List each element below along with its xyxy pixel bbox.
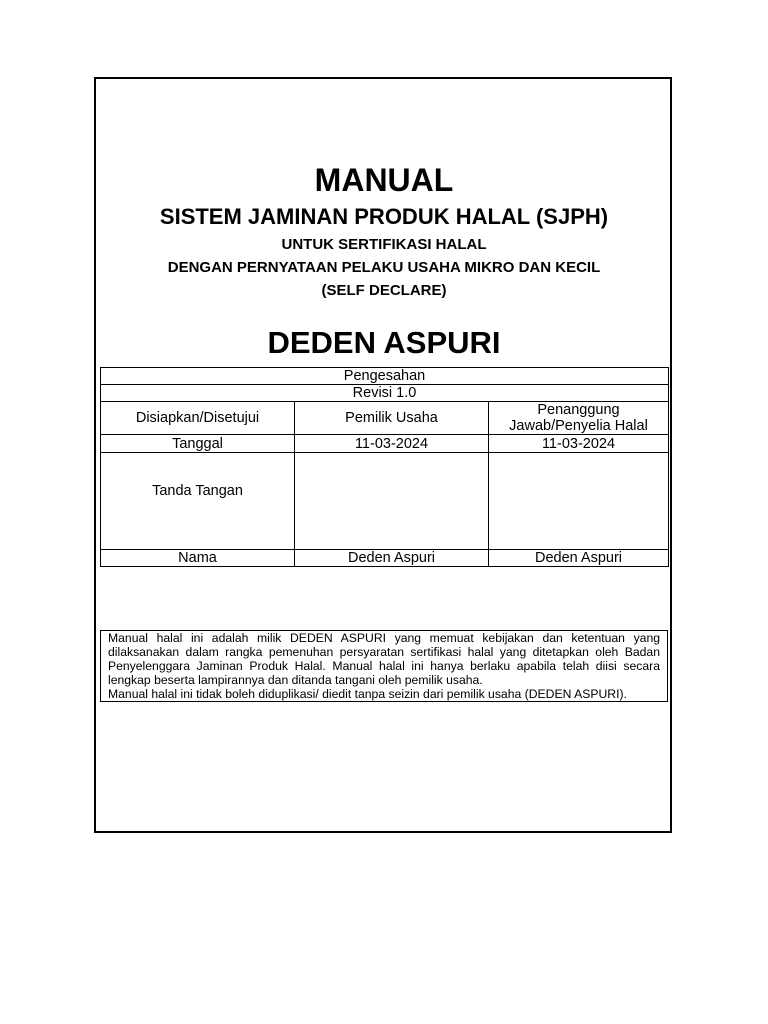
signature-label: Tanda Tangan (101, 453, 295, 550)
table-row (101, 385, 669, 402)
document-title: MANUAL (314, 162, 454, 198)
document-line-3: (SELF DECLARE) (321, 282, 447, 299)
column-header-prepared: Disiapkan/Disetujui (101, 402, 295, 435)
date-owner: 11-03-2024 (295, 435, 489, 453)
date-label: Tanggal (101, 435, 295, 453)
name-label: Nama (101, 550, 295, 567)
date-supervisor: 11-03-2024 (489, 435, 669, 453)
table-row (101, 368, 669, 385)
signature-owner (295, 453, 489, 550)
note-paragraph-1: Manual halal ini adalah milik DEDEN ASPURI yang memuat kebijakan dan ketentuan yang dilaksanakan dalam rangka pemenuhan persyaratan sertifikasi halal yang ditetapkan oleh Badan Penyelenggara Jaminan Produk Halal. Manual halal ini hanya berlaku apabila telah diisi secara lengkap beserta lampirannya dan ditanda tangani oleh pemilik usaha. (108, 631, 660, 687)
ownership-note (100, 630, 668, 702)
revision-label: Revisi 1.0 (101, 385, 669, 402)
approval-header: Pengesahan (101, 368, 669, 385)
table-row (101, 550, 669, 567)
signature-supervisor (489, 453, 669, 550)
name-owner: Deden Aspuri (295, 550, 489, 567)
table-row (101, 402, 669, 435)
owner-name: DEDEN ASPURI (267, 325, 501, 360)
table-row (101, 453, 669, 550)
approval-table (100, 367, 669, 567)
column-header-owner: Pemilik Usaha (295, 402, 489, 435)
document-line-1: UNTUK SERTIFIKASI HALAL (281, 236, 487, 253)
column-header-supervisor: Penanggung Jawab/Penyelia Halal (489, 402, 669, 435)
name-supervisor: Deden Aspuri (489, 550, 669, 567)
table-row (101, 435, 669, 453)
document-line-2: DENGAN PERNYATAAN PELAKU USAHA MIKRO DAN KECIL (167, 259, 601, 276)
note-paragraph-2: Manual halal ini tidak boleh diduplikasi/ diedit tanpa seizin dari pemilik usaha (DEDEN ASPURI). (108, 687, 627, 701)
document-subtitle: SISTEM JAMINAN PRODUK HALAL (SJPH) (159, 204, 609, 229)
